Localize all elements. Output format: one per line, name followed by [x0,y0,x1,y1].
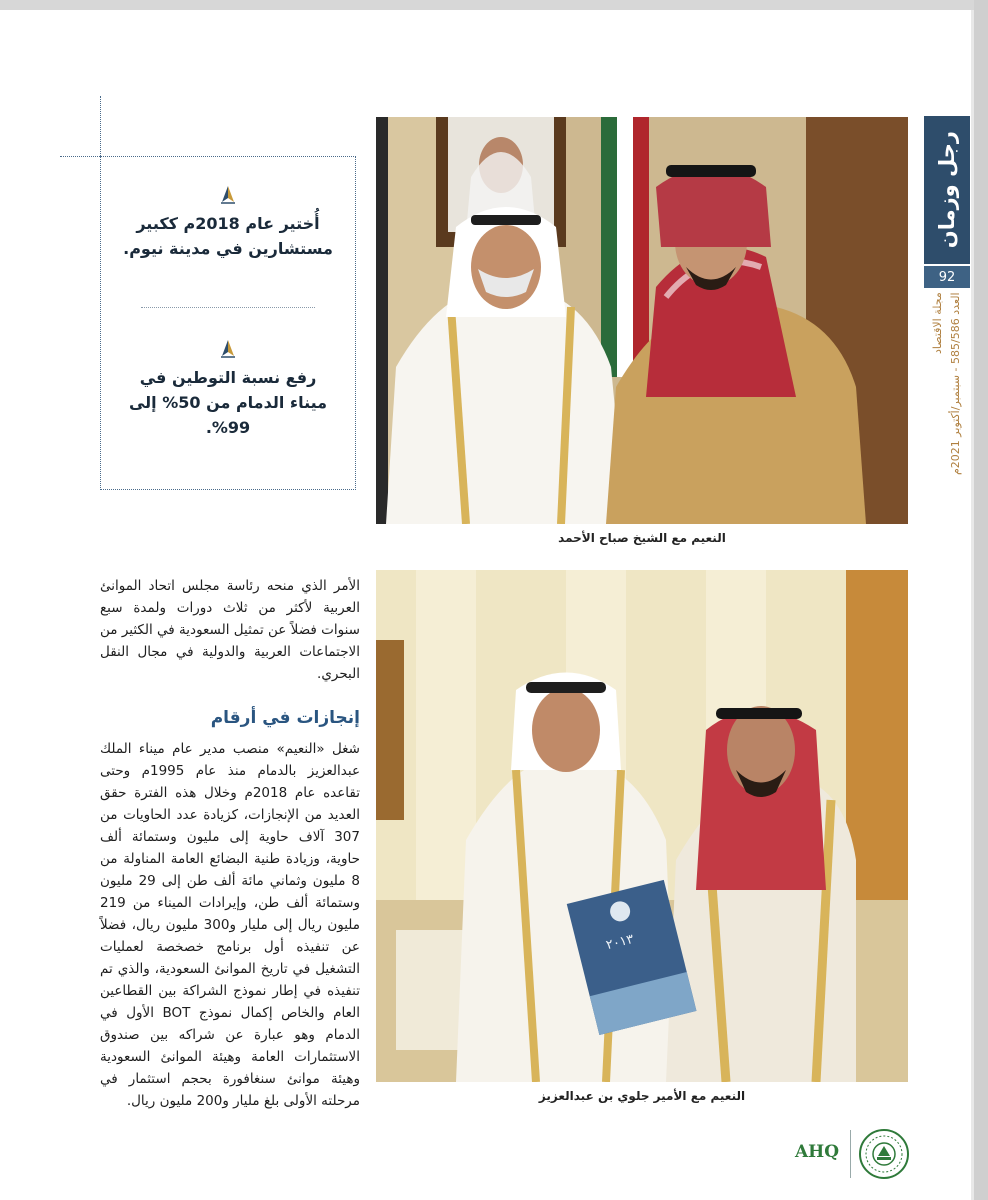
magazine-info-text [929,292,965,512]
page-frame-right [974,0,988,1200]
photo1-caption: النعيم مع الشيخ صباح الأحمد [558,531,726,545]
issue-info: العدد 585/586 - سبتمبر/أكتوبر 2021م [949,292,962,475]
photo-sheikh-sabah [376,117,908,524]
highlight-item [119,339,337,440]
chamber-seal-icon [858,1128,910,1180]
sail-icon [218,339,238,359]
article-subheading: إنجازات في أرقام [210,708,360,728]
book-title: ٢٠١٣ [604,931,636,954]
logo-divider [850,1130,851,1178]
highlight-text: رفع نسبة التوطين في ميناء الدمام من 50% إلى 99%. [128,368,328,437]
article-paragraph-1: الأمر الذي منحه رئاسة مجلس اتحاد الموانئ العربية لأكثر من ثلاث دورات ولمدة سبع سنوات فضلاً عن تمثيل السعودية في الكثير من الاجتماعات العربية والدولية في مجال النقل البحري. [100,578,360,682]
magazine-info [926,292,968,512]
page-frame-top [0,0,988,10]
photo2-caption: النعيم مع الأمير جلوي بن عبدالعزيز [538,1089,746,1103]
highlight-divider [141,307,315,308]
section-tab [924,116,970,264]
article-paragraph-2: شغل «النعيم» منصب مدير عام ميناء الملك عبدالعزيز بالدمام منذ عام 1995م وحتى تقاعده عام 2018م وخلال هذه الفترة حقق العديد من الإنجازات، كزيادة عدد الحاويات من 307 آلاف حاوية إلى مليون وستمائة ألف حاوية، وزيادة طنية البضائع العامة المناولة من 8 مليون وثماني مائة ألف طن إلى 29 مليون وستمائة ألف طن، وإيرادات الميناء من 219 مليون ريال إلى مليار و300 مليون ريال، فضلاً عن تنفيذه أول برنامج خصخصة لعمليات التشغيل في تاريخ الموانئ السعودية، والذي تم تنفيذه في إطار نموذج الشراكة بين القطاعين العام والخاص إكمال نموذج BOT الأول في الدمام وهو عبارة عن شراكه بين صندوق الاستثمارات العامة وهيئة الموانئ السعودية وهيئة موانئ سنغافورة بحجم استثمار في مرحلته الأولى بلغ مليار و200 مليون ريال. [100,741,360,1109]
highlight-text: أُختير عام 2018م ككبير مستشارين في مدينة نيوم. [123,214,333,258]
page-number: 92 [924,266,970,288]
highlight-item [119,185,337,261]
highlights-connector-h [60,156,100,157]
photo-prince-jalawi [376,570,908,1082]
photo-illustration [376,570,908,1082]
highlights-box [100,156,356,490]
section-title: رجل وزمان [935,131,959,249]
ahq-logo: AHQ [794,1142,840,1162]
highlights-connector-v [100,96,101,156]
magazine-name: مجلة الاقتصاد [931,292,944,354]
sail-icon [218,185,238,205]
photo-illustration [376,117,908,524]
